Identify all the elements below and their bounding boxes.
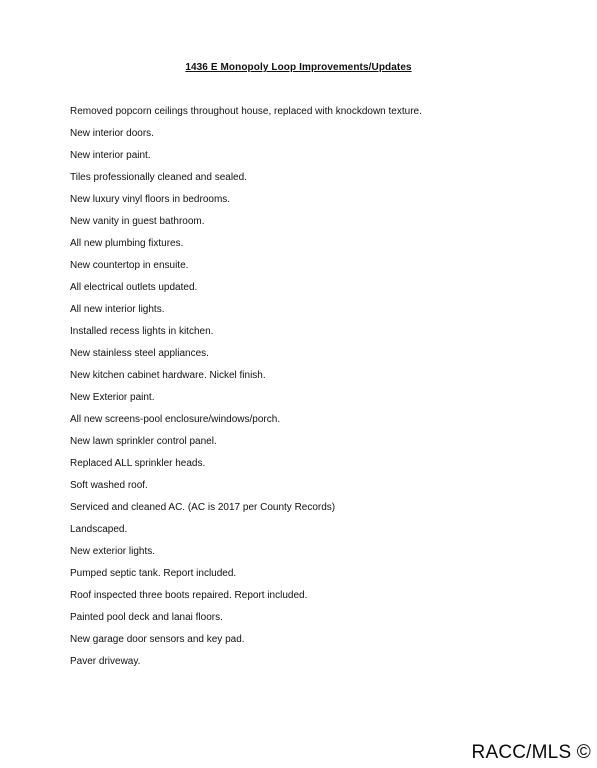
list-item: Painted pool deck and lanai floors. <box>70 612 223 623</box>
list-item: New luxury vinyl floors in bedrooms. <box>70 194 231 205</box>
list-item: New vanity in guest bathroom. <box>70 216 205 227</box>
list-item: New countertop in ensuite. <box>70 260 189 271</box>
list-item: All new interior lights. <box>70 304 165 315</box>
list-item: New exterior lights. <box>70 546 156 557</box>
list-item: Soft washed roof. <box>70 480 148 491</box>
improvements-list <box>70 104 422 676</box>
list-item: All new screens-pool enclosure/windows/porch. <box>70 414 281 425</box>
list-item: New kitchen cabinet hardware. Nickel finish. <box>70 370 266 381</box>
list-item: New lawn sprinkler control panel. <box>70 436 217 447</box>
list-item: Installed recess lights in kitchen. <box>70 326 214 337</box>
list-item: New interior paint. <box>70 150 151 161</box>
list-item: New Exterior paint. <box>70 392 155 403</box>
list-item: Landscaped. <box>70 524 128 535</box>
list-item: All electrical outlets updated. <box>70 282 198 293</box>
list-item: New garage door sensors and key pad. <box>70 634 245 645</box>
mls-watermark: RACC/MLS © <box>471 742 591 763</box>
list-item: Tiles professionally cleaned and sealed. <box>70 172 247 183</box>
list-item: All new plumbing fixtures. <box>70 238 184 249</box>
list-item: New interior doors. <box>70 128 154 139</box>
list-item: Replaced ALL sprinkler heads. <box>70 458 206 469</box>
list-item: Pumped septic tank. Report included. <box>70 568 237 579</box>
list-item: Serviced and cleaned AC. (AC is 2017 per County Records) <box>70 502 336 513</box>
list-item: Paver driveway. <box>70 656 141 667</box>
list-item: Roof inspected three boots repaired. Report included. <box>70 590 308 601</box>
list-item: New stainless steel appliances. <box>70 348 209 359</box>
document-title: 1436 E Monopoly Loop Improvements/Updates <box>185 62 412 73</box>
list-item: Removed popcorn ceilings throughout house, replaced with knockdown texture. <box>70 106 422 117</box>
